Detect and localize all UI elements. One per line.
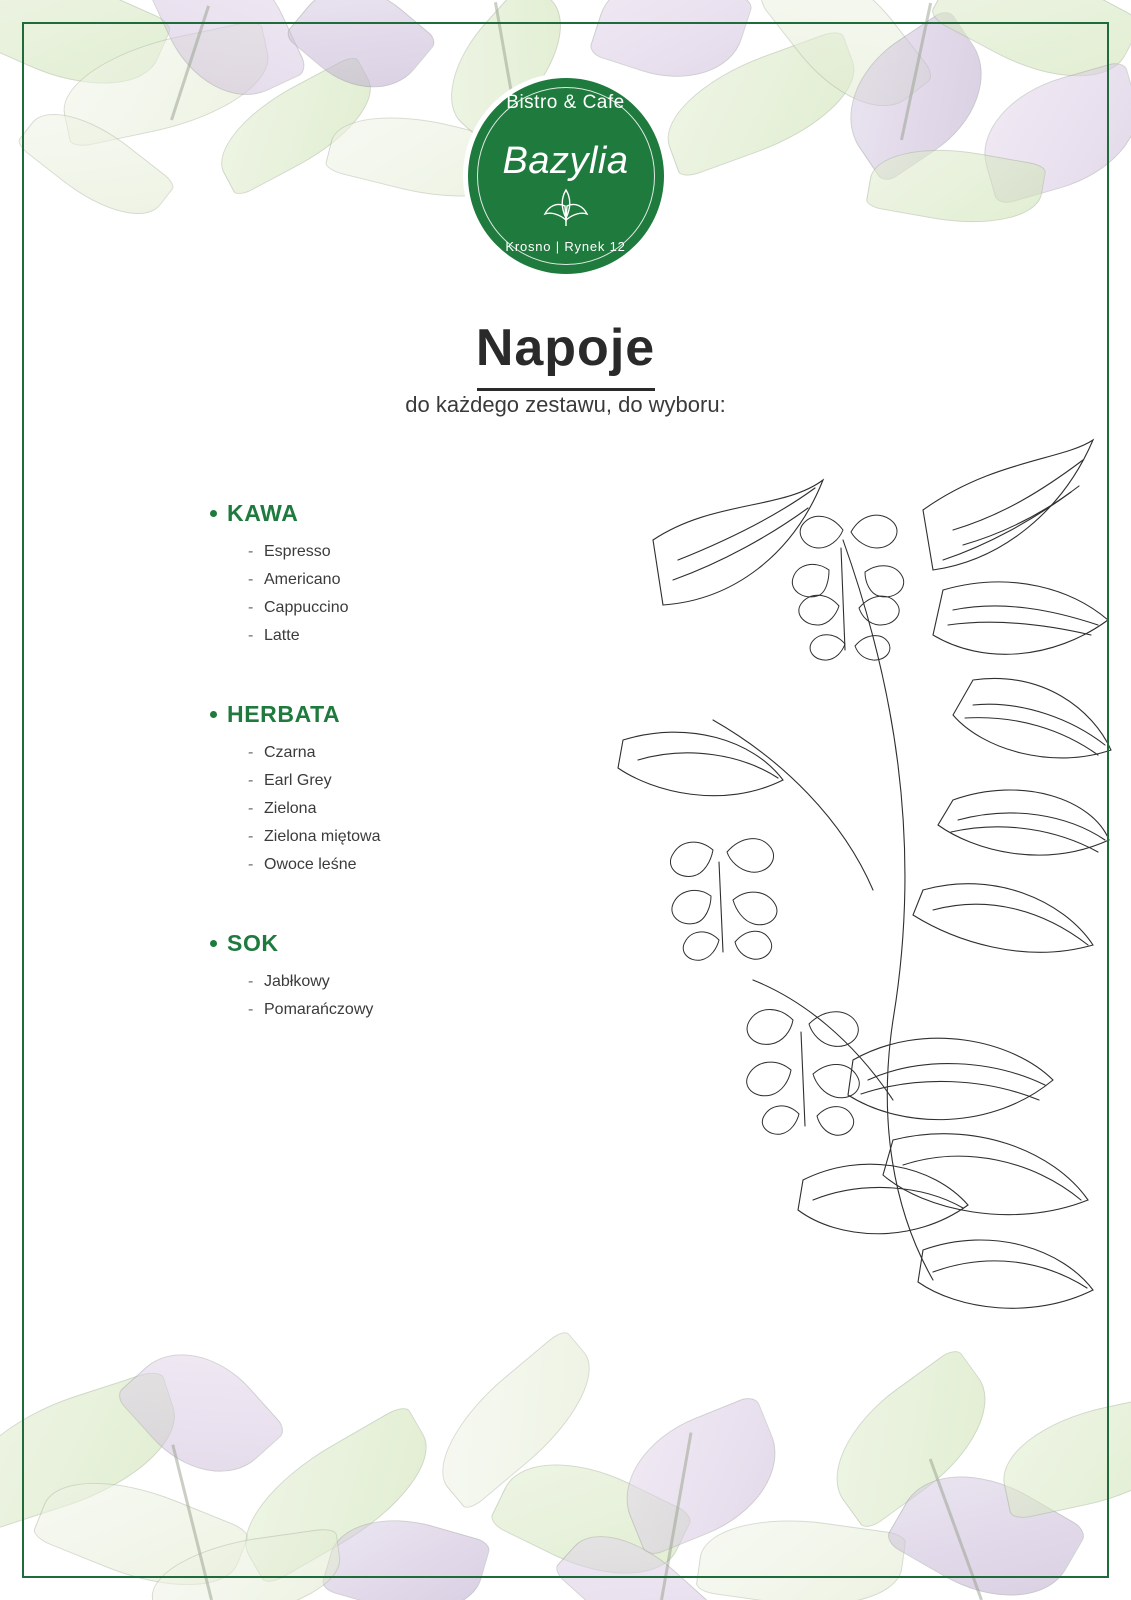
- dash-icon: -: [248, 856, 254, 873]
- page-subtitle: do każdego zestawu, do wyboru:: [405, 392, 726, 417]
- item-label: Zielona miętowa: [264, 828, 381, 845]
- item-label: Czarna: [264, 744, 316, 761]
- basil-leaf-icon: [539, 186, 593, 226]
- basil-branch-engraving-illustration: [593, 420, 1113, 1350]
- item-label: Espresso: [264, 543, 331, 560]
- menu-category-kawa: [210, 500, 630, 645]
- item-label: Zielona: [264, 800, 317, 817]
- item-label: Earl Grey: [264, 772, 332, 789]
- list-item: [248, 973, 630, 991]
- dash-icon: -: [248, 800, 254, 817]
- dash-icon: -: [248, 973, 254, 990]
- menu-category-sok: [210, 930, 630, 1019]
- logo-brand-name: Bazylia: [502, 140, 629, 182]
- dash-icon: -: [248, 627, 254, 644]
- drinks-menu: [210, 500, 630, 1075]
- list-item: [248, 744, 630, 762]
- dash-icon: -: [248, 599, 254, 616]
- page-title: Napoje: [475, 319, 656, 377]
- list-item: [248, 856, 630, 874]
- category-label: KAWA: [227, 500, 299, 526]
- dash-icon: -: [248, 543, 254, 560]
- list-item: [248, 1001, 630, 1019]
- dash-icon: -: [248, 571, 254, 588]
- dash-icon: -: [248, 1001, 254, 1018]
- logo-top-text: Bistro & Cafe: [506, 92, 625, 113]
- bullet-icon: [210, 510, 217, 517]
- category-heading: [210, 500, 630, 527]
- logo-badge: [468, 78, 664, 274]
- dash-icon: -: [248, 744, 254, 761]
- list-item: [248, 627, 630, 645]
- menu-category-herbata: [210, 701, 630, 874]
- item-label: Americano: [264, 571, 341, 588]
- category-heading: [210, 701, 630, 728]
- list-item: [248, 800, 630, 818]
- list-item: [248, 828, 630, 846]
- dash-icon: -: [248, 772, 254, 789]
- dash-icon: -: [248, 828, 254, 845]
- item-label: Owoce leśne: [264, 856, 357, 873]
- category-label: SOK: [227, 930, 279, 956]
- item-label: Jabłkowy: [264, 973, 330, 990]
- item-label: Pomarańczowy: [264, 1001, 374, 1018]
- list-item: [248, 599, 630, 617]
- list-item: [248, 543, 630, 561]
- list-item: [248, 772, 630, 790]
- page-title-underline: [477, 388, 655, 391]
- bullet-icon: [210, 940, 217, 947]
- list-item: [248, 571, 630, 589]
- item-label: Cappuccino: [264, 599, 349, 616]
- logo-bottom-text: Krosno | Rynek 12: [505, 239, 626, 254]
- category-label: HERBATA: [227, 701, 341, 727]
- item-label: Latte: [264, 627, 300, 644]
- category-heading: [210, 930, 630, 957]
- bullet-icon: [210, 711, 217, 718]
